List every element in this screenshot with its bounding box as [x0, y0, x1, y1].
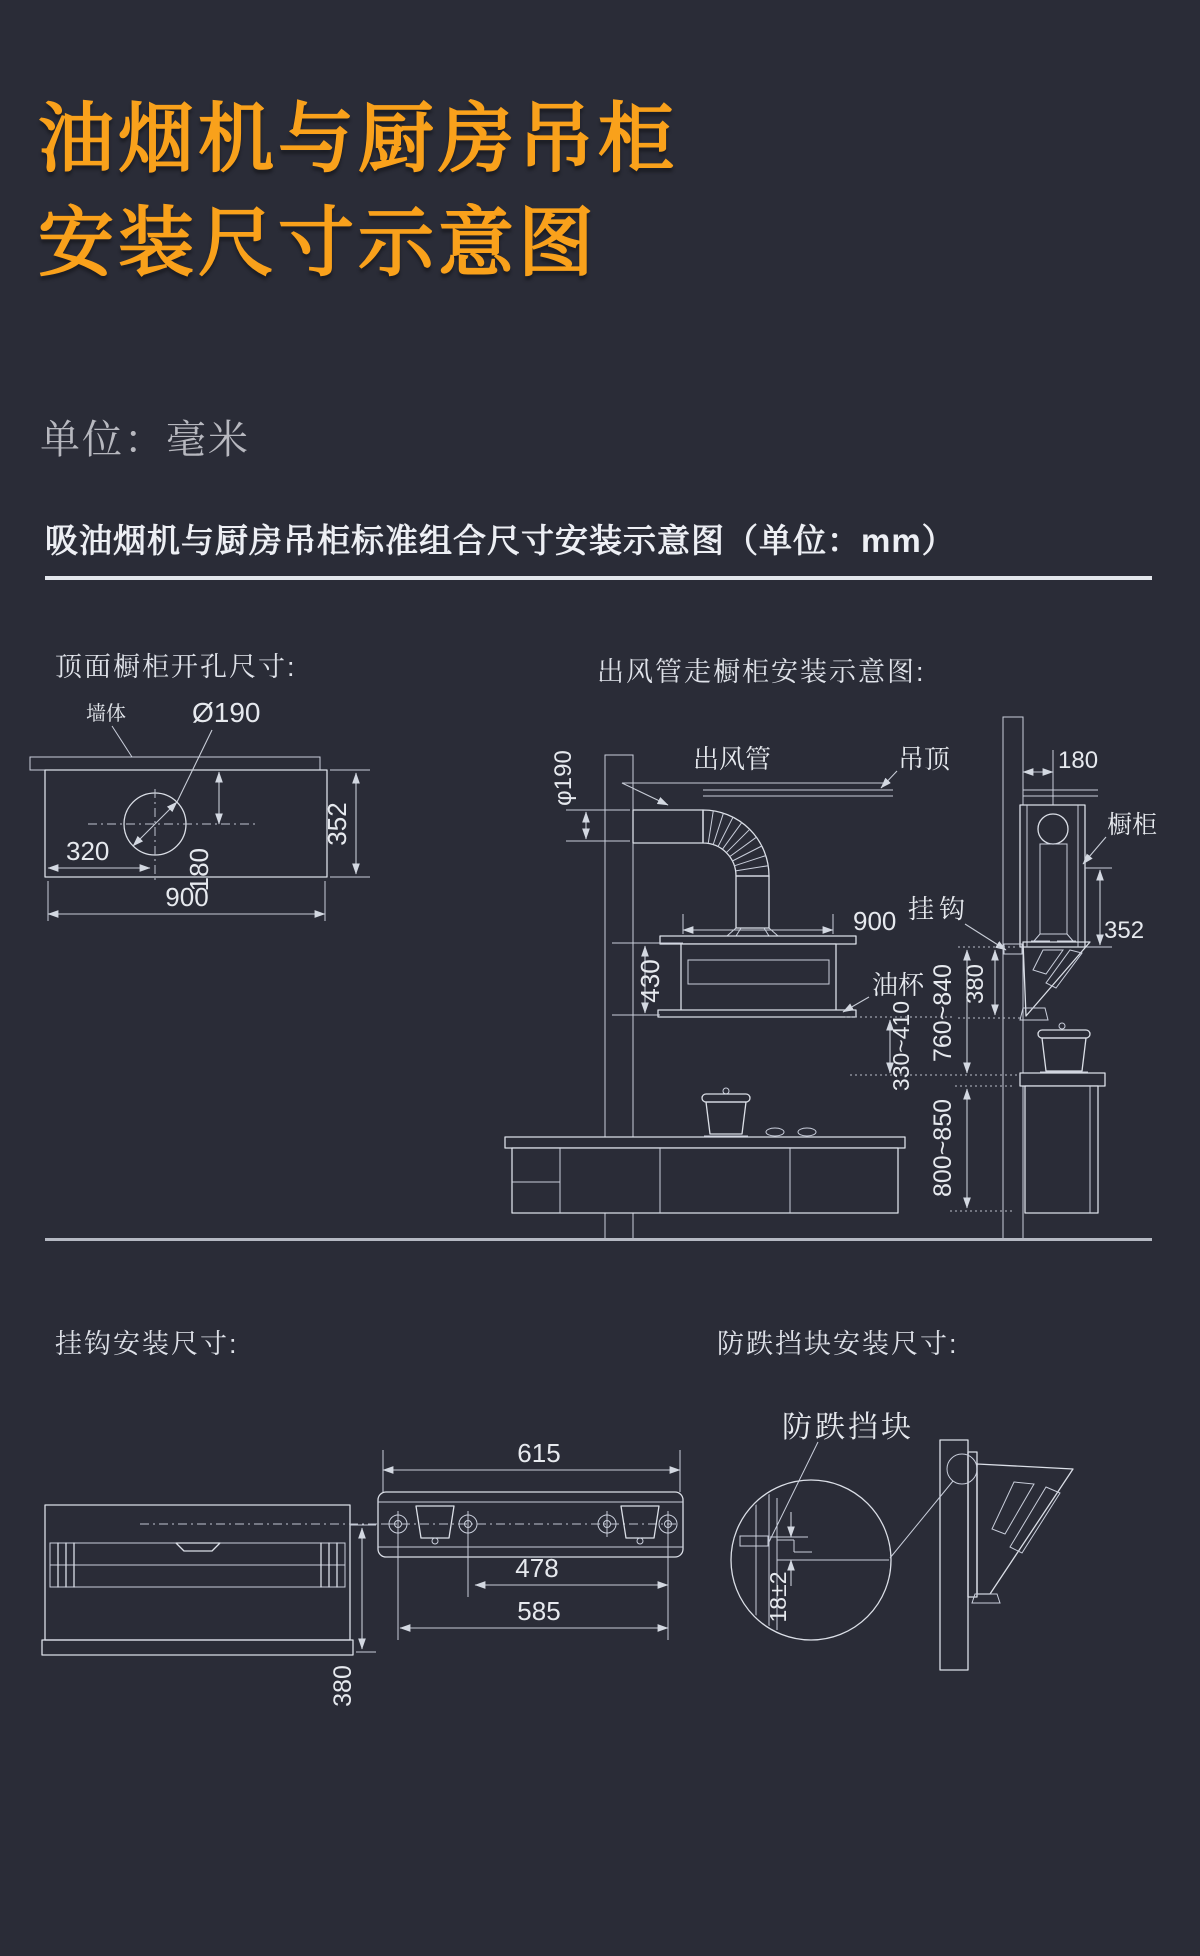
hole-centerlines: [88, 789, 258, 880]
duct-horizontal: [633, 810, 703, 843]
ceiling-label: 吊顶: [898, 744, 951, 774]
stopper-section-heading: 防跌挡块安装尺寸:: [717, 1329, 959, 1359]
hook-leader: [965, 924, 1006, 950]
right-countertop: [1020, 1073, 1105, 1086]
section1-title: 吸油烟机与厨房吊柜标准组合尺寸安装示意图（单位：mm）: [45, 522, 956, 559]
dim-380r-label: 380: [962, 963, 989, 1005]
cabinet-leader: [1083, 837, 1106, 864]
dim-900-label: 900: [165, 882, 209, 912]
stopper-backplate: [968, 1452, 977, 1597]
stopper-callout-link: [890, 1481, 953, 1558]
right-base-cabinet: [1025, 1086, 1098, 1213]
section-divider: [45, 1238, 1152, 1241]
right-wall: [1003, 717, 1023, 1240]
dim-gap-label: 18±2: [765, 1571, 791, 1623]
oilcup-label: 油杯: [872, 970, 925, 1000]
wall-label: 墙体: [86, 703, 126, 725]
rail-hooks: [416, 1506, 659, 1544]
hood-bottom-plate: [658, 1010, 856, 1017]
wall-bracket: [1023, 942, 1090, 1016]
hood-front-box: [45, 1505, 350, 1640]
main-pot: [702, 1088, 750, 1136]
duct-leader: [622, 783, 890, 805]
hole-diameter-label: Ø190: [192, 697, 261, 728]
stopper-leader: [769, 1442, 818, 1542]
page-title-line1: 油烟机与厨房吊柜: [38, 97, 678, 182]
dim-900r-label: 900: [853, 906, 897, 936]
dim-380f-ext: [350, 1525, 376, 1652]
stopper-bracket-slots: [992, 1482, 1060, 1553]
duct-dia-ext: [566, 810, 630, 841]
hook-section-heading: 挂钩安装尺寸:: [55, 1329, 239, 1359]
cabinet-top-view-diagram: [30, 697, 370, 921]
stopper-label: 防跌挡块: [782, 1411, 914, 1444]
ceiling-lines: [703, 790, 1098, 796]
wall-hook: [1004, 944, 1022, 954]
duct-label: 出风管: [693, 744, 772, 774]
hood-front-baseplate: [42, 1640, 353, 1655]
duct-vertical: [736, 876, 769, 928]
dim-352r-label: 352: [1104, 917, 1145, 944]
dim-800-850-label: 800~850: [929, 1098, 957, 1198]
hole-diameter-leader: [177, 730, 212, 802]
page-title-line2: 安装尺寸示意图: [38, 201, 598, 286]
stopper-callout-circle: [947, 1454, 977, 1484]
dim-615-label: 615: [517, 1438, 561, 1468]
mounting-rail-top-view: [378, 1438, 683, 1640]
dim-760-840-label: 760~840: [929, 963, 957, 1063]
cabinet-label: 橱柜: [1107, 811, 1158, 839]
stopper-wall: [940, 1440, 968, 1670]
dim-180-label: 180: [184, 848, 214, 892]
dim-585-label: 585: [517, 1596, 561, 1626]
right-diagram-heading: 出风管走橱柜安装示意图:: [597, 657, 926, 687]
wall-brick-strip: [30, 757, 320, 770]
left-diagram-heading: 顶面橱柜开孔尺寸:: [55, 652, 297, 682]
unit-note: 单位：毫米: [40, 418, 250, 462]
dim-180r-label: 180: [1058, 747, 1099, 774]
upper-cabinet: [1020, 805, 1085, 947]
stopper-diagram: [731, 1411, 1073, 1670]
duct-dia-label: φ190: [550, 750, 577, 806]
hood-front-view: [42, 1505, 396, 1707]
dim-430-label: 430: [635, 959, 665, 1003]
wall-bracket-slots: [1033, 950, 1082, 988]
dim-320-label: 320: [66, 836, 110, 866]
dim-330-410-label: 330~410: [888, 1000, 914, 1092]
hook-label: 挂钩: [908, 894, 971, 924]
wall-bracket-foot: [1020, 1008, 1048, 1020]
hood-front-notch: [176, 1543, 220, 1551]
ceiling-leader: [881, 771, 897, 788]
hood-body: [681, 944, 836, 1012]
duct-routing-diagram: [505, 717, 1157, 1240]
hood-top-plate: [660, 936, 856, 944]
duct-flange-feet: [723, 928, 781, 936]
dim-900r-ext: [683, 914, 833, 934]
wall-leader: [112, 726, 132, 757]
detail-contents: [740, 1480, 889, 1640]
dim-380f-label: 380: [329, 1665, 357, 1707]
stopper-bracket-foot: [972, 1594, 1000, 1603]
dim-352-label: 352: [322, 802, 352, 846]
right-pot: [1038, 1023, 1090, 1072]
dim-478-label: 478: [515, 1553, 559, 1583]
main-base-cabinet: [505, 1128, 905, 1213]
